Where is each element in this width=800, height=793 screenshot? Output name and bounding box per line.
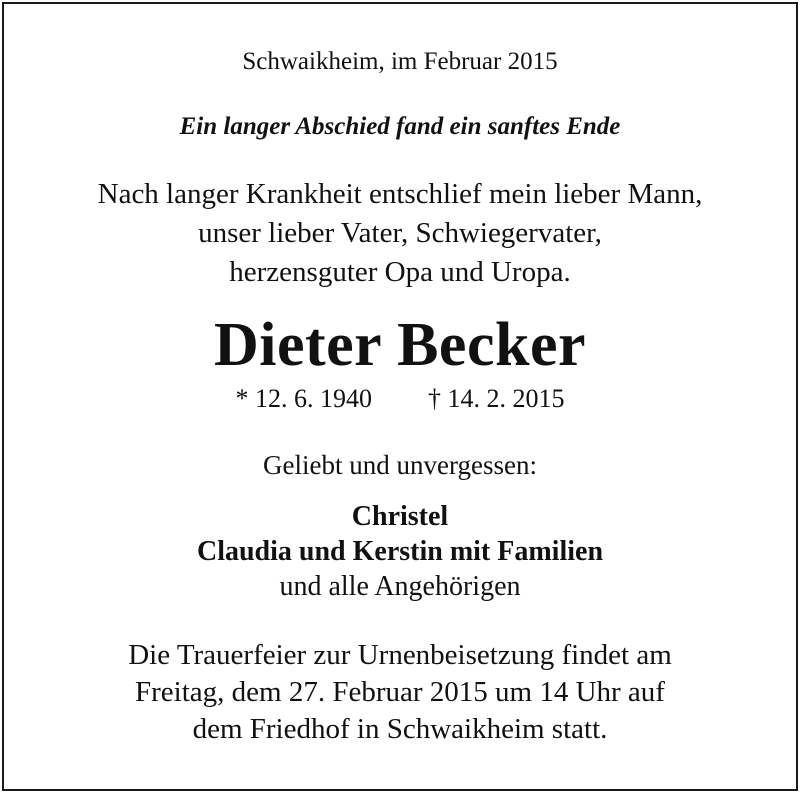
mourner-children: Claudia und Kerstin mit Familien: [196, 536, 604, 567]
place-date: Schwaikheim, im Februar 2015: [242, 48, 558, 75]
obituary-notice: [2, 2, 798, 791]
intro-line: Nach langer Krankheit entschlief mein lieber Mann,: [97, 178, 703, 210]
death-date: † 14. 2. 2015: [428, 384, 565, 413]
ceremony-line: Freitag, dem 27. Februar 2015 um 14 Uhr auf: [135, 676, 665, 708]
mourner-spouse: Christel: [351, 501, 449, 532]
ceremony-line: Die Trauerfeier zur Urnenbeisetzung findet am: [128, 639, 672, 671]
ceremony-line: dem Friedhof in Schwaikheim statt.: [192, 713, 608, 745]
birth-date: * 12. 6. 1940: [235, 384, 372, 413]
mourners-list: [4, 499, 796, 604]
ceremony-info: [4, 637, 796, 748]
deceased-name: Dieter Becker: [214, 311, 586, 379]
life-dates: [4, 384, 796, 414]
mourner-relatives: und alle Angehörigen: [279, 571, 521, 602]
motto: Ein langer Abschied fand ein sanftes Ende: [179, 113, 621, 140]
intro-line: unser lieber Vater, Schwiegervater,: [198, 217, 602, 249]
intro-line: herzensguter Opa und Uropa.: [229, 256, 571, 288]
loved-text: Geliebt und unvergessen:: [263, 450, 537, 480]
intro-text: [4, 175, 796, 292]
